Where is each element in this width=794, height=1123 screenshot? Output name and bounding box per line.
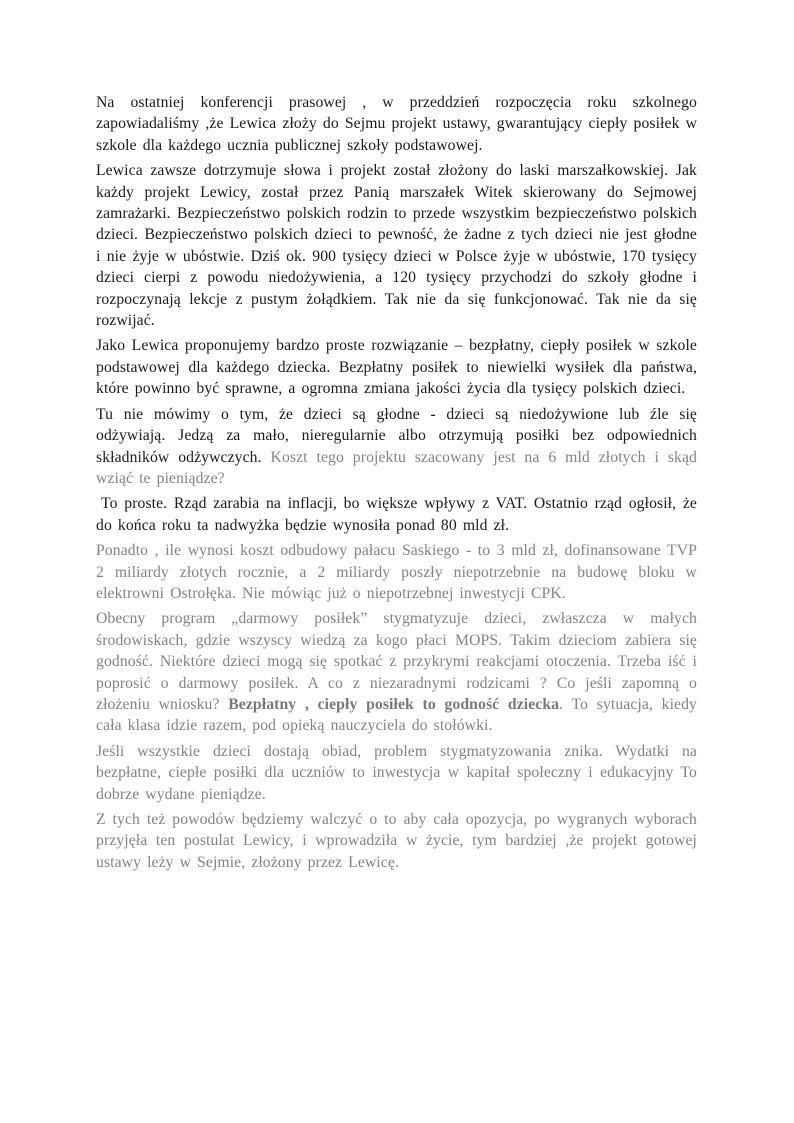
paragraph-project-frozen [96, 160, 697, 331]
text-segment: To proste. Rząd zarabia na inflacji, bo większe wpływy z VAT. Ostatnio rząd ogłosił, że do końca roku ta nadwyżka będzie wynosiła ponad 80 mld zł. [96, 495, 697, 534]
text-segment: Na ostatniej konferencji prasowej , w przeddzień rozpoczęcia roku szkolnego zapowiadaliśmy ,że Lewica złoży do Sejmu projekt ustawy, gwarantujący ciepły posiłek w szkole dla każdego ucznia publicznej szkoły podstawowej. [96, 94, 697, 154]
text-segment: Jako Lewica proponujemy bardzo proste rozwiązanie – bezpłatny, ciepły posiłek w szkole podstawowej dla każdego dziecka. Bezpłatny posiłek to niewielki wysiłek dla państwa, które powinno być sprawne, a ogromna zmiana jakości życia dla tysięcy polskich dzieci. [96, 337, 697, 398]
text-segment: Tu nie mówimy o tym, że dzieci są głodne - dzieci są niedożywione lub źle się odżywiają. Jedzą za mało, nieregularnie albo otrzymują posiłki bez odpowiednich składników odżywczych. [96, 405, 697, 466]
paragraph-opposition-appeal [96, 809, 697, 873]
text-segment-bold: Bezpłatny , ciepły posiłek to godność dziecka [228, 695, 560, 713]
paragraph-vat-surplus [96, 493, 697, 536]
text-segment: Koszt tego projektu szacowany jest na 6 mld złotych i skąd wziąć te pieniądze? [96, 448, 697, 487]
paragraph-spending-comparison [96, 540, 697, 604]
paragraph-malnutrition-cost [96, 404, 697, 490]
text-segment: Z tych też powodów będziemy walczyć o to aby cała opozycja, po wygranych wyborach przyjęła ten postulat Lewicy, i wprowadziła w życie, tym bardziej ,że projekt gotowej ustawy leży w Sejmie, złożony przez Lewicę. [96, 811, 697, 871]
text-segment: . To sytuacja, kiedy cała klasa idzie razem, pod opieką nauczyciela do stołówki. [96, 695, 697, 735]
text-segment: Jeśli wszystkie dzieci dostają obiad, problem stygmatyzowania znika. Wydatki na bezpłatne, ciepłe posiłki dla uczniów to inwestycja w kapitał społeczny i edukacyjny To dobrze wydane pieniądze. [96, 742, 697, 803]
document-body [96, 92, 697, 873]
text-segment: Lewica zawsze dotrzymuje słowa i projekt został złożony do laski marszałkowskiej. Jak każdy projekt Lewicy, został przez Panią marszałek Witek skierowany do Sejmowej zamrażarki. Bezpieczeństwo polskich rodzin to przede wszystkim bezpieczeństwo polskich dzieci. Bezpieczeństwo polskich dzieci to pewność, że żadne z tych dzieci nie jest głodne i nie żyje w ubóstwie. Dziś ok. 900 tysięcy dzieci w Polsce żyje w ubóstwie, 170 tysięcy dzieci cierpi z powodu niedożywienia, a 120 tysięcy przychodzi do szkoły głodne i rozpoczynają lekcje z pustym żołądkiem. Tak nie da się funkcjonować. Tak nie da się rozwijać. [96, 162, 697, 330]
text-segment: Obecny program „darmowy posiłek” stygmatyzuje dzieci, zwłaszcza w małych środowiskach, gdzie wszyscy wiedzą za kogo płaci MOPS. Takim dzieciom zabiera się godność. Niektóre dzieci mogą się spotkać z przykrymi reakcjami otoczenia. Trzeba iść i poprosić o darmowy posiłek. A co z niezaradnymi rodzicami ? Co jeśli zapomną o złożeniu wniosku? [96, 610, 697, 713]
text-segment: Ponadto , ile wynosi koszt odbudowy pałacu Saskiego - to 3 mld zł, dofinansowane TVP 2 miliardy złotych rocznie, a 2 miliardy poszły niepotrzebnie na budowę bloku w elektrowni Ostrołęka. Nie mówiąc już o niepotrzebnej inwestycji CPK. [96, 542, 697, 602]
paragraph-investment [96, 741, 697, 805]
paragraph-press-conference [96, 92, 697, 156]
paragraph-proposal [96, 335, 697, 399]
paragraph-stigmatization [96, 608, 697, 736]
